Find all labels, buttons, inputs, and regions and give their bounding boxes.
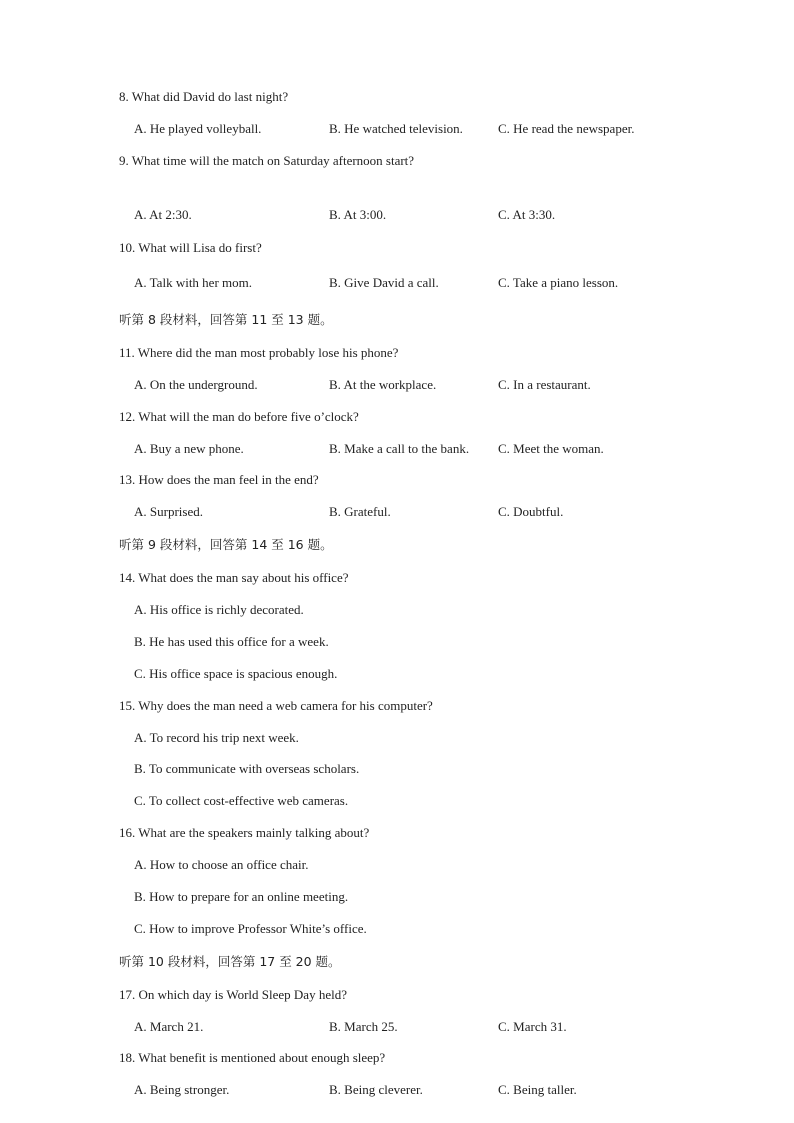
- option-c: C. At 3:30.: [498, 207, 556, 222]
- option-a: A. On the underground.: [134, 377, 258, 392]
- option-b: B. He watched television.: [329, 121, 463, 136]
- question-text: 15. Why does the man need a web camera for his computer?: [119, 698, 433, 713]
- section-instruction: 听第 9 段材料，回答第 14 至 16 题。: [119, 537, 333, 552]
- question-9: [0, 151, 794, 171]
- option-row-15b: [0, 759, 794, 779]
- option-c: C. Doubtful.: [498, 504, 564, 519]
- question-13: [0, 470, 794, 490]
- section-heading-8: [0, 310, 794, 330]
- section-instruction: 听第 8 段材料，回答第 11 至 13 题。: [119, 312, 333, 327]
- options-row-13: [0, 502, 794, 522]
- option-a: A. March 21.: [134, 1019, 204, 1034]
- option-row-16a: [0, 855, 794, 875]
- option-b: B. Being cleverer.: [329, 1082, 423, 1097]
- question-15: [0, 696, 794, 716]
- option-a: A. His office is richly decorated.: [134, 602, 304, 617]
- question-8: [0, 87, 794, 107]
- option-c: C. To collect cost-effective web cameras.: [134, 793, 349, 808]
- option-row-14c: [0, 664, 794, 684]
- option-a: A. Talk with her mom.: [134, 275, 253, 290]
- option-b: B. How to prepare for an online meeting.: [134, 889, 349, 904]
- option-row-14a: [0, 600, 794, 620]
- question-11: [0, 343, 794, 363]
- options-row-8: [0, 119, 794, 139]
- option-b: B. Make a call to the bank.: [329, 441, 470, 456]
- question-text: 10. What will Lisa do first?: [119, 240, 262, 255]
- option-c: C. Take a piano lesson.: [498, 275, 619, 290]
- option-a: A. Buy a new phone.: [134, 441, 244, 456]
- options-row-10: [0, 273, 794, 293]
- question-17: [0, 985, 794, 1005]
- option-a: A. Surprised.: [134, 504, 203, 519]
- question-text: 18. What benefit is mentioned about enough sleep?: [119, 1050, 386, 1065]
- option-a: A. How to choose an office chair.: [134, 857, 309, 872]
- option-c: C. How to improve Professor White’s office.: [134, 921, 367, 936]
- question-text: 13. How does the man feel in the end?: [119, 472, 319, 487]
- options-row-18: [0, 1080, 794, 1100]
- option-row-16c: [0, 919, 794, 939]
- section-instruction: 听第 10 段材料，回答第 17 至 20 题。: [119, 954, 341, 969]
- option-b: B. At the workplace.: [329, 377, 437, 392]
- option-b: B. Give David a call.: [329, 275, 439, 290]
- question-text: 17. On which day is World Sleep Day held?: [119, 987, 347, 1002]
- question-text: 14. What does the man say about his office?: [119, 570, 349, 585]
- question-text: 8. What did David do last night?: [119, 89, 289, 104]
- option-b: B. To communicate with overseas scholars.: [134, 761, 360, 776]
- option-row-14b: [0, 632, 794, 652]
- option-c: C. Meet the woman.: [498, 441, 604, 456]
- question-14: [0, 568, 794, 588]
- question-10: [0, 238, 794, 258]
- options-row-11: [0, 375, 794, 395]
- option-a: A. He played volleyball.: [134, 121, 262, 136]
- option-a: A. To record his trip next week.: [134, 730, 299, 745]
- options-row-9: [0, 205, 794, 225]
- option-a: A. Being stronger.: [134, 1082, 230, 1097]
- options-row-12: [0, 439, 794, 459]
- option-b: B. He has used this office for a week.: [134, 634, 329, 649]
- question-text: 9. What time will the match on Saturday afternoon start?: [119, 153, 415, 168]
- question-text: 16. What are the speakers mainly talking about?: [119, 825, 370, 840]
- option-a: A. At 2:30.: [134, 207, 192, 222]
- option-c: C. March 31.: [498, 1019, 567, 1034]
- section-heading-9: [0, 535, 794, 555]
- question-18: [0, 1048, 794, 1068]
- option-row-15a: [0, 728, 794, 748]
- question-16: [0, 823, 794, 843]
- question-text: 12. What will the man do before five o’clock?: [119, 409, 359, 424]
- option-c: C. In a restaurant.: [498, 377, 591, 392]
- option-c: C. He read the newspaper.: [498, 121, 635, 136]
- option-b: B. At 3:00.: [329, 207, 387, 222]
- option-row-16b: [0, 887, 794, 907]
- question-12: [0, 407, 794, 427]
- section-heading-10: [0, 952, 794, 972]
- options-row-17: [0, 1017, 794, 1037]
- option-b: B. March 25.: [329, 1019, 398, 1034]
- option-row-15c: [0, 791, 794, 811]
- option-c: C. His office space is spacious enough.: [134, 666, 338, 681]
- question-text: 11. Where did the man most probably lose his phone?: [119, 345, 399, 360]
- option-b: B. Grateful.: [329, 504, 391, 519]
- option-c: C. Being taller.: [498, 1082, 577, 1097]
